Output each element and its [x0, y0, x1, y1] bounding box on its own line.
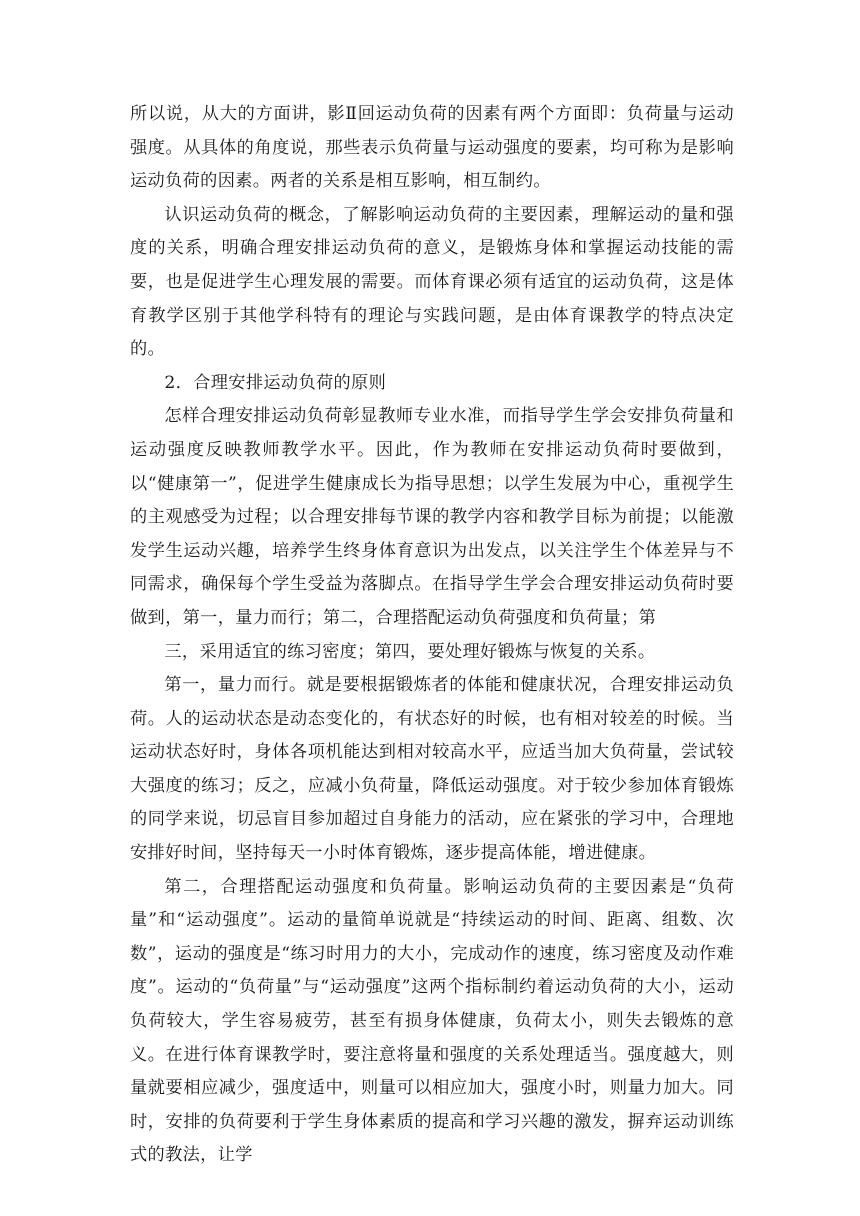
- paragraph-first-principle: 第一，量力而行。就是要根据锻炼者的体能和健康状况，合理安排运动负荷。人的运动状态是动态变化的，有状态好的时候，也有相对较差的时候。当运动状态好时，身体各项机能达到相对较高水平，应适当加大负荷量，尝试较大强度的练习；反之，应减小负荷量，降低运动强度。对于较少参加体育锻炼的同学来说，切忌盲目参加超过自身能力的活动，应在紧张的学习中，合理地安排好时间，坚持每天一小时体育锻炼，逐步提高体能，增进健康。: [130, 675, 734, 864]
- paragraph-second-principle: 第二，合理搭配运动强度和负荷量。影响运动负荷的主要因素是“负荷量”和“运动强度”。运动的量简单说就是“持续运动的时间、距离、组数、次数”，运动的强度是“练习时用力的大小，完成动作的速度，练习密度及动作难度”。运动的“负荷量”与“运动强度”这两个指标制约着运动负荷的大小，运动负荷较大，学生容易疲劳，甚至有损身体健康，负荷太小，则失去锻炼的意义。在进行体育课教学时，要注意将量和强度的关系处理适当。强度越大，则量就要相应减少，强度适中，则量可以相应加大，强度小时，则量力加大。同时，安排的负荷要利于学生身体素质的提高和学习兴趣的激发，摒弃运动训练式的教法，让学: [130, 876, 734, 1166]
- paragraph-load-significance: 认识运动负荷的概念，了解影响运动负荷的主要因素，理解运动的量和强度的关系，明确合理安排运动负荷的意义，是锻炼身体和掌握运动技能的需要，也是促进学生心理发展的需要。而体育课必须有适宜的运动负荷，这是体育教学区别于其他学科特有的理论与实践问题，是由体育课教学的特点决定的。: [130, 204, 734, 360]
- document-page: [130, 98, 734, 1173]
- paragraph-load-factors: 所以说，从大的方面讲，影Ⅱ回运动负荷的因素有两个方面即：负荷量与运动强度。从具体的角度说，那些表示负荷量与运动强度的要素，均可称为是影响运动负荷的因素。两者的关系是相互影响，相互制约。: [130, 104, 734, 192]
- paragraph-principles-overview: 怎样合理安排运动负荷彰显教师专业水准，而指导学生学会安排负荷量和运动强度反映教师教学水平。因此，作为教师在安排运动负荷时要做到，以“健康第一”，促进学生健康成长为指导思想；以学生发展为中心，重视学生的主观感受为过程；以合理安排每节课的教学内容和教学目标为前提；以能激发学生运动兴趣，培养学生终身体育意识为出发点，以关注学生个体差异与不同需求，确保每个学生受益为落脚点。在指导学生学会合理安排运动负荷时要做到，第一，量力而行；第二，合理搭配运动负荷强度和负荷量；第: [130, 406, 734, 628]
- paragraph-principles-continued: 三，采用适宜的练习密度；第四，要处理好锻炼与恢复的关系。: [164, 641, 656, 662]
- section-heading-principles: 2．合理安排运动负荷的原则: [164, 372, 387, 393]
